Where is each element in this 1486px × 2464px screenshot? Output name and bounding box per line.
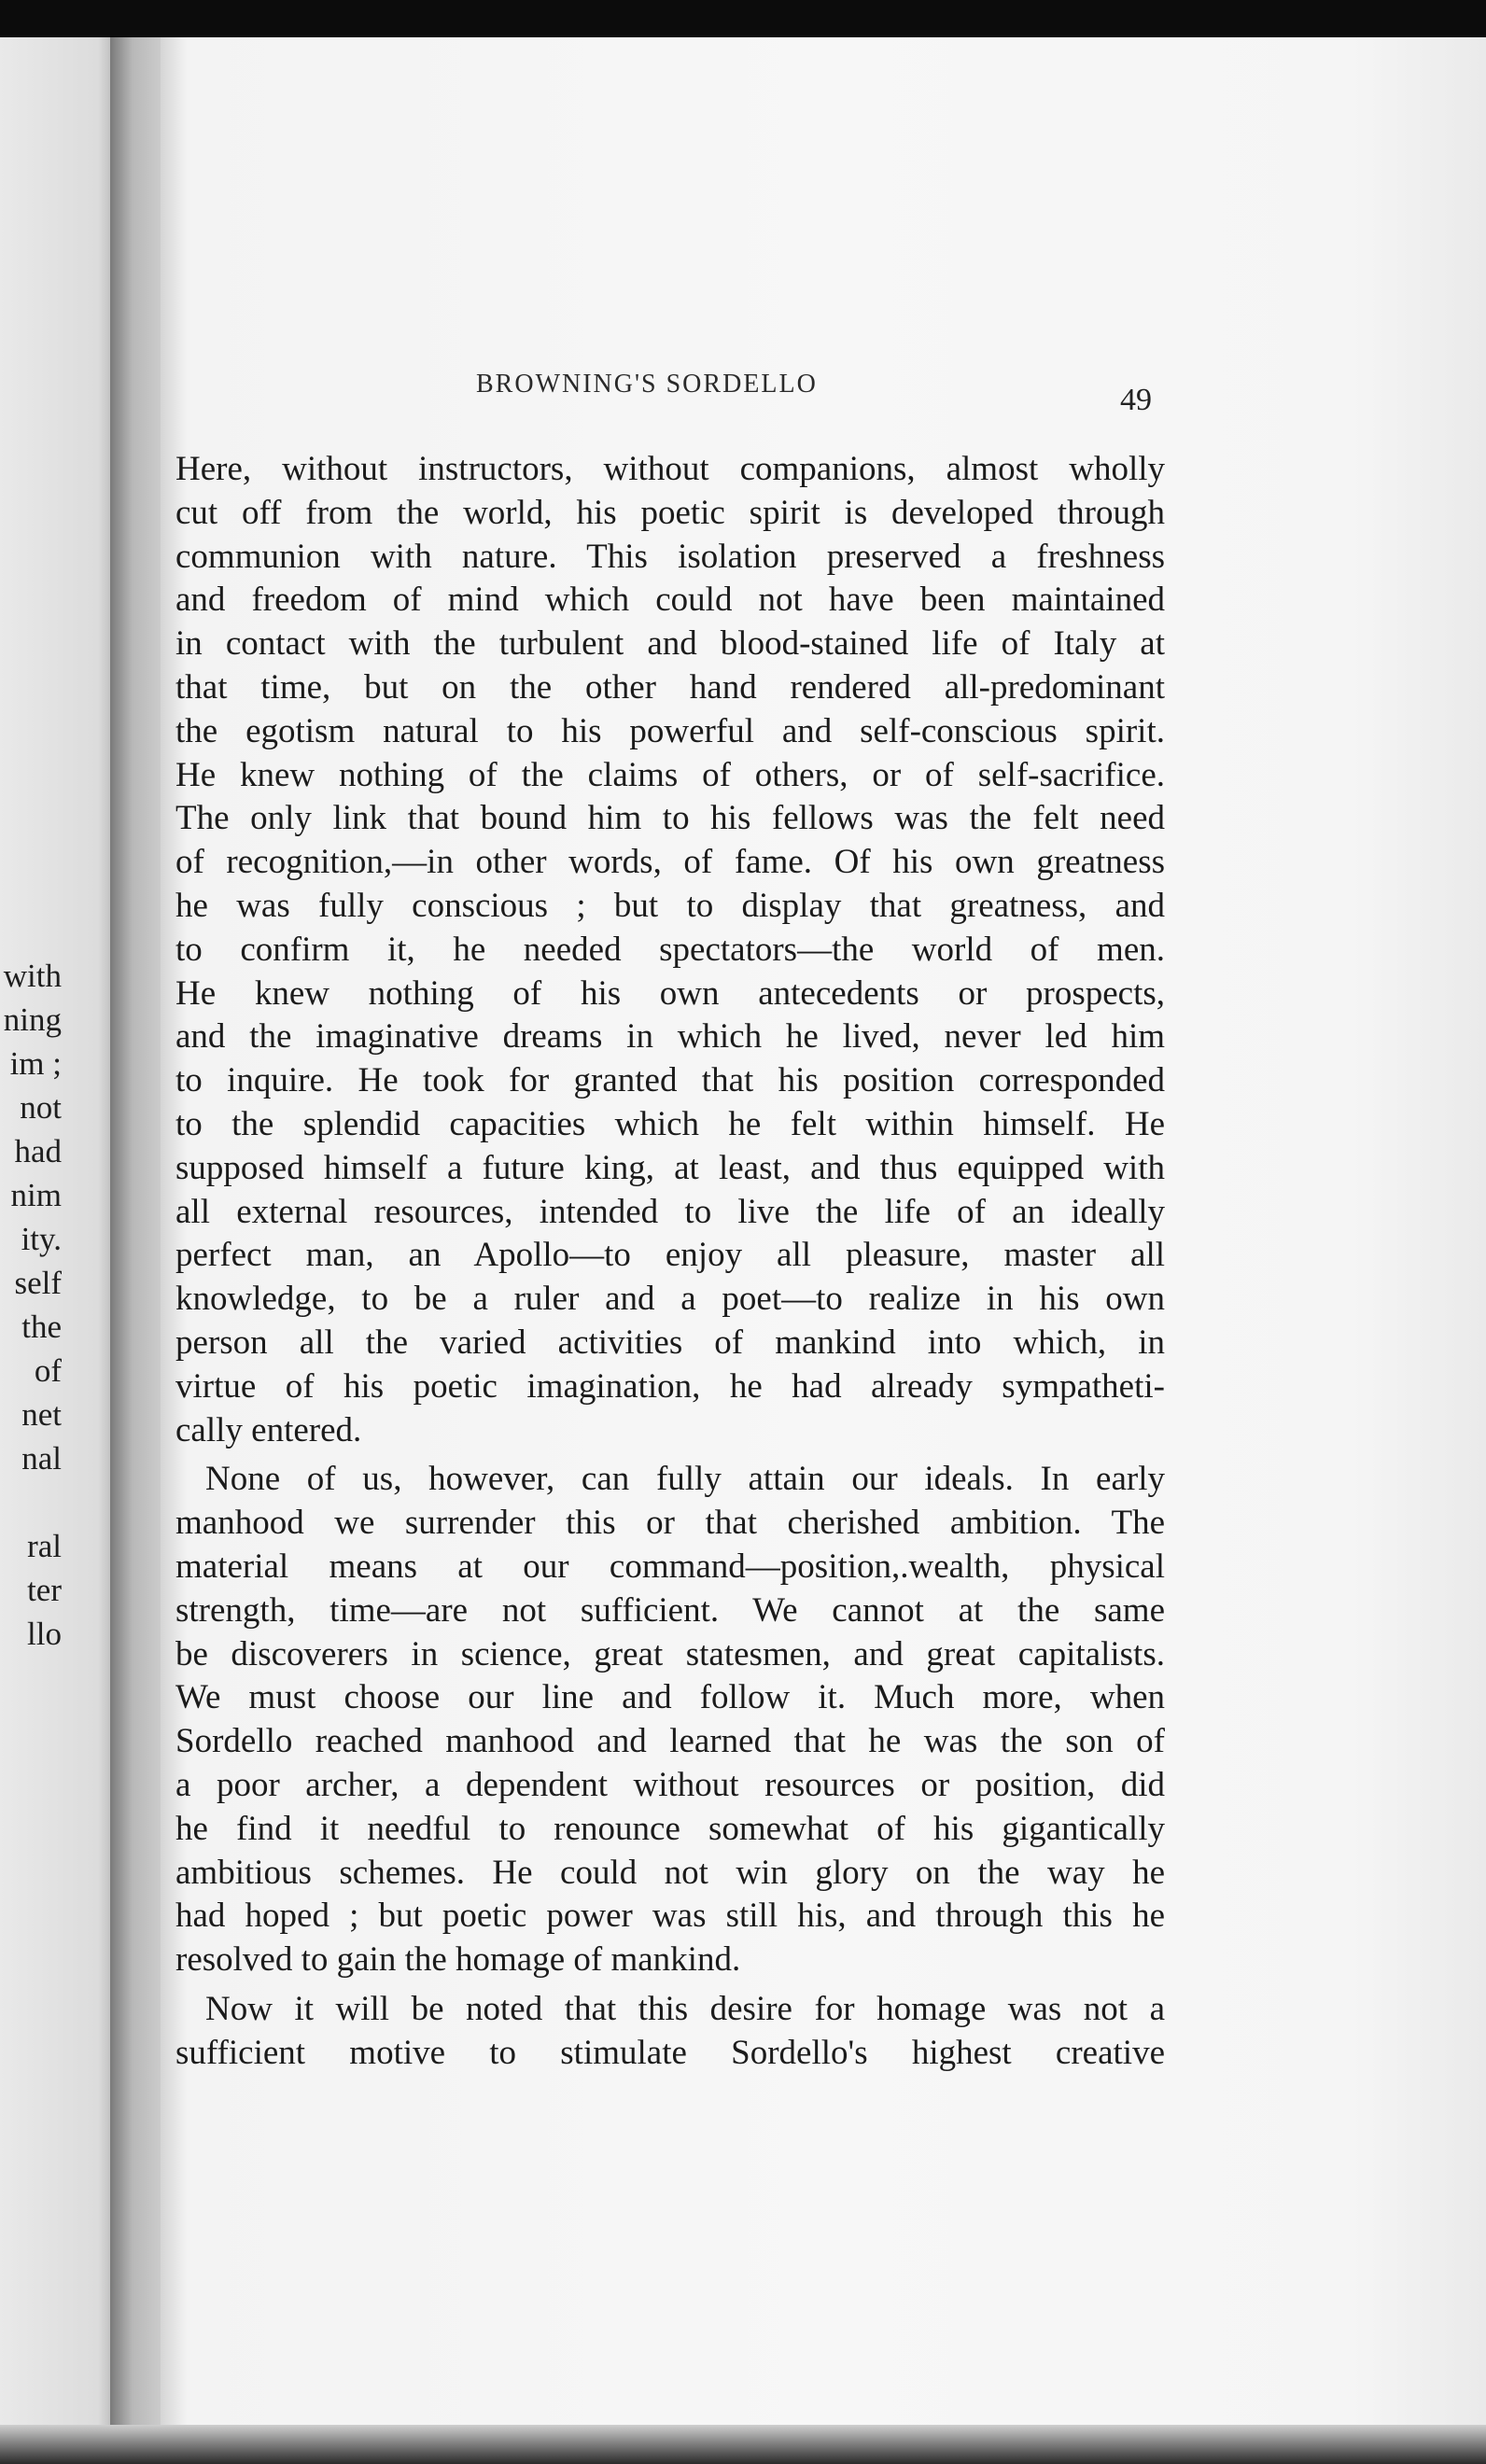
text-line: supposed himself a future king, at least, and thus equipped with <box>175 1148 1165 1187</box>
page-number: 49 <box>1120 383 1152 417</box>
text-line: to the splendid capacities which he felt within himself. He <box>175 1104 1165 1143</box>
paragraph <box>175 1988 1165 2076</box>
facing-page-line: the <box>21 1309 62 1345</box>
scan-bottom-border <box>0 2425 1486 2464</box>
text-line: he was fully conscious ; but to display that greatness, and <box>175 886 1165 925</box>
text-line: in contact with the turbulent and blood-stained life of Italy at <box>175 624 1165 664</box>
text-line: cally entered. <box>175 1410 362 1449</box>
running-head: BROWNING'S SORDELLO <box>476 370 818 399</box>
text-line: He knew nothing of the claims of others, or of self-sacrifice. <box>175 755 1165 794</box>
facing-page-line: net <box>21 1396 62 1433</box>
text-line: None of us, however, can fully attain our ideals. In early <box>205 1460 1165 1499</box>
paragraph <box>175 1458 1165 1982</box>
text-line: virtue of his poetic imagination, he had already sympatheti- <box>175 1366 1165 1406</box>
facing-page-line: with <box>3 958 62 994</box>
facing-page-line: im ; <box>9 1045 62 1082</box>
text-line: to inquire. He took for granted that his position corresponded <box>175 1061 1165 1100</box>
text-line: ambitious schemes. He could not win glory on the way he <box>175 1853 1165 1892</box>
text-line: a poor archer, a dependent without resources or position, did <box>175 1765 1165 1804</box>
facing-page-line: had <box>14 1133 62 1169</box>
text-line: the egotism natural to his powerful and self-conscious spirit. <box>175 711 1165 750</box>
text-line: We must choose our line and follow it. Much more, when <box>175 1678 1165 1717</box>
facing-page-line: of <box>34 1352 62 1389</box>
facing-page-text <box>0 954 62 1656</box>
facing-page-line: not <box>20 1089 62 1126</box>
text-line: he find it needful to renounce somewhat of his gigantically <box>175 1809 1165 1848</box>
facing-page-line: ter <box>27 1572 62 1608</box>
text-line: all external resources, intended to live the life of an ideally <box>175 1192 1165 1231</box>
text-line: cut off from the world, his poetic spirit is developed through <box>175 493 1165 532</box>
text-line: communion with nature. This isolation preserved a freshness <box>175 537 1165 576</box>
text-line: that time, but on the other hand rendered all-predominant <box>175 667 1165 707</box>
text-line: Sordello reached manhood and learned that he was the son of <box>175 1722 1165 1761</box>
text-line: to confirm it, he needed spectators—the world of men. <box>175 930 1165 969</box>
facing-page-line: ral <box>27 1528 62 1564</box>
text-line: Now it will be noted that this desire for homage was not a <box>205 1989 1165 2028</box>
text-line: and freedom of mind which could not have been maintained <box>175 581 1165 620</box>
text-line: and the imaginative dreams in which he lived, never led him <box>175 1017 1165 1057</box>
text-line: sufficient motive to stimulate Sordello's highest creative <box>175 2033 1165 2072</box>
book-gutter <box>110 37 166 2464</box>
paragraph <box>175 448 1165 1452</box>
facing-page-line: llo <box>27 1616 62 1652</box>
text-line: Here, without instructors, without companions, almost wholly <box>175 450 1165 488</box>
facing-page-line: ning <box>3 1001 62 1038</box>
text-line: had hoped ; but poetic power was still his, and through this he <box>175 1897 1165 1936</box>
text-line: knowledge, to be a ruler and a poet—to realize in his own <box>175 1280 1165 1319</box>
facing-page-line: nal <box>21 1440 62 1477</box>
facing-page-line: ity. <box>21 1221 62 1257</box>
facing-page-line: nim <box>10 1177 62 1213</box>
text-line: perfect man, an Apollo—to enjoy all pleasure, master all <box>175 1236 1165 1275</box>
text-line: of recognition,—in other words, of fame. Of his own greatness <box>175 843 1165 882</box>
text-line: The only link that bound him to his fellows was the felt need <box>175 799 1165 838</box>
body-text <box>175 448 1165 2075</box>
text-line: resolved to gain the homage of mankind. <box>175 1940 741 1980</box>
text-line: strength, time—are not sufficient. We cannot at the same <box>175 1590 1165 1630</box>
facing-page-line: self <box>14 1265 62 1301</box>
text-line: material means at our command—position,.wealth, physical <box>175 1547 1165 1586</box>
text-line: be discoverers in science, great statesmen, and great capitalists. <box>175 1634 1165 1673</box>
text-line: person all the varied activities of mankind into which, in <box>175 1323 1165 1362</box>
text-line: He knew nothing of his own antecedents or prospects, <box>175 973 1165 1013</box>
facing-page-line <box>0 1480 62 1524</box>
text-line: manhood we surrender this or that cherished ambition. The <box>175 1504 1165 1543</box>
